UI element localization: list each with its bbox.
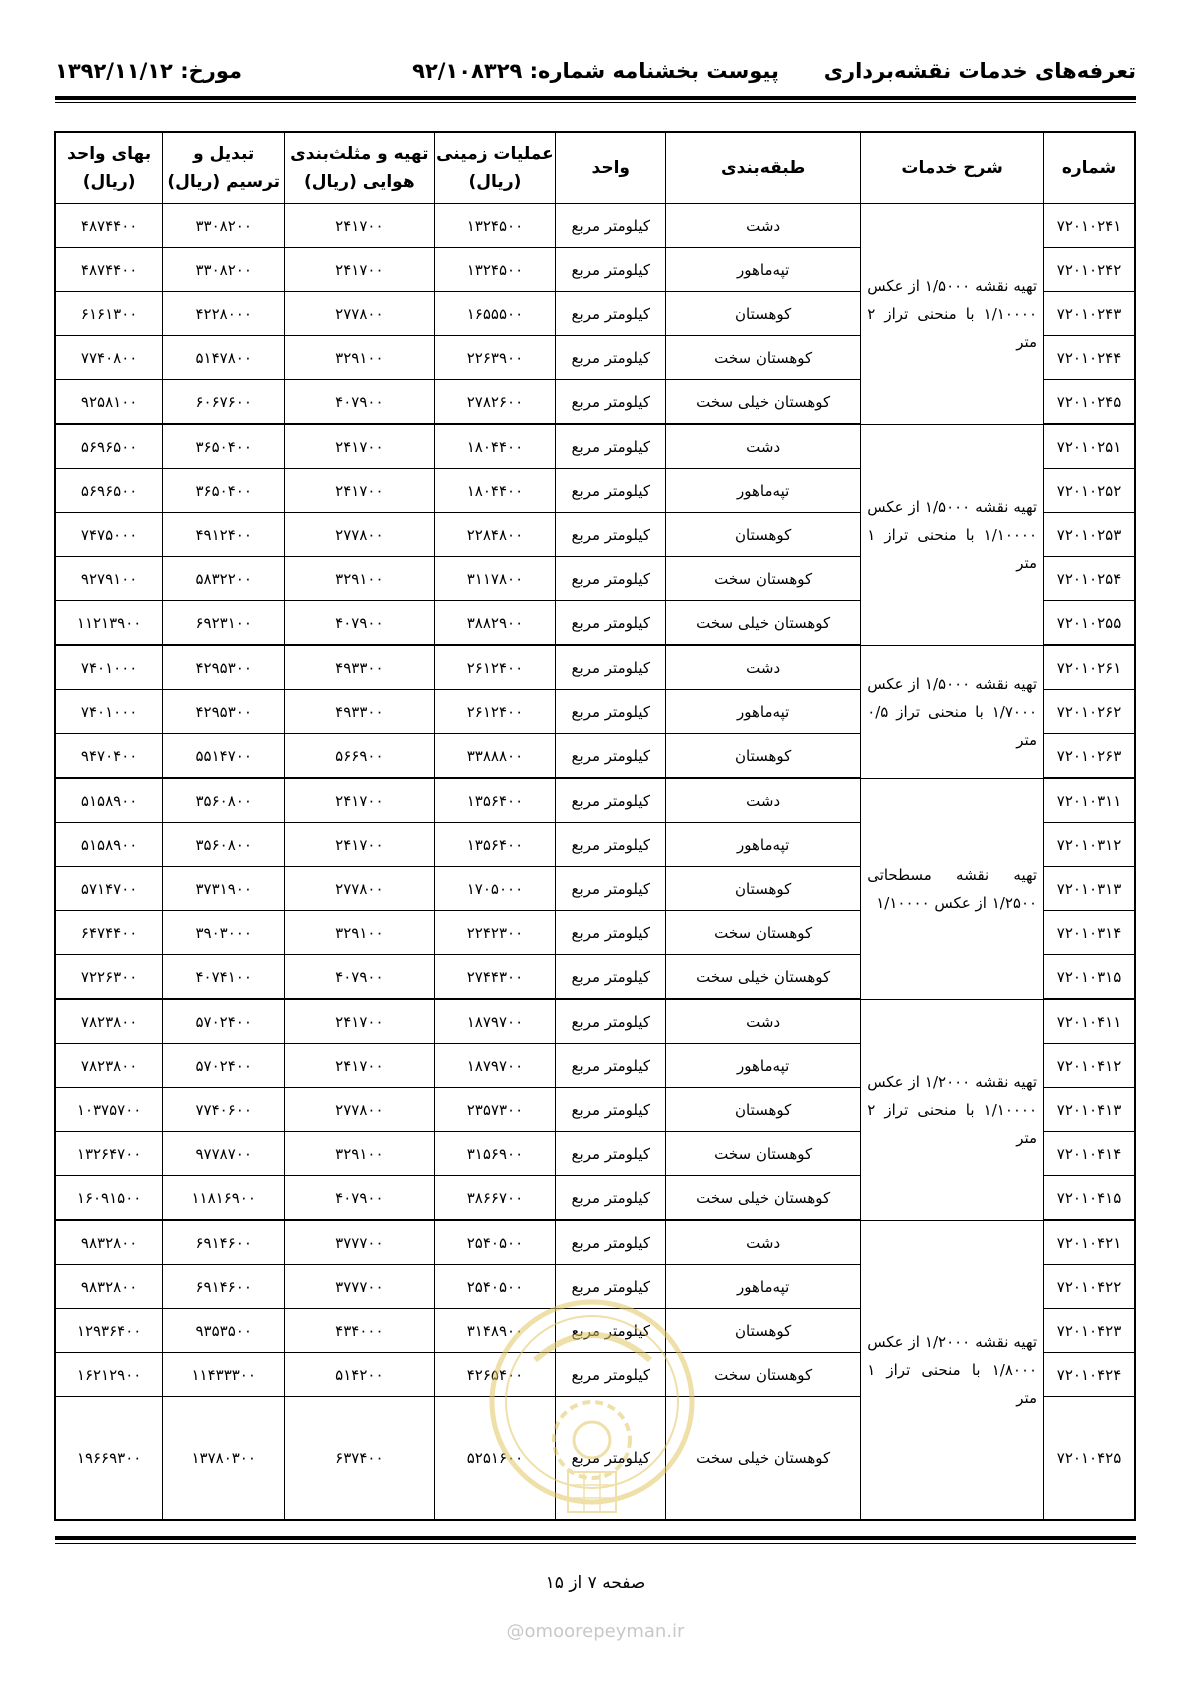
cell-classification: کوهستان <box>666 513 861 557</box>
cell-conversion: ۹۷۷۸۷۰۰ <box>163 1132 285 1176</box>
cell-number: ۷۲۰۱۰۲۵۱ <box>1044 424 1135 469</box>
cell-unit: کیلومتر مربع <box>556 380 666 425</box>
header-number: شماره <box>1044 132 1135 204</box>
cell-unit-price: ۱۶۰۹۱۵۰۰ <box>55 1176 163 1221</box>
cell-conversion: ۳۳۰۸۲۰۰ <box>163 248 285 292</box>
cell-ground-ops: ۱۸۷۹۷۰۰ <box>434 999 556 1044</box>
cell-number: ۷۲۰۱۰۳۱۲ <box>1044 823 1135 867</box>
cell-conversion: ۵۵۱۴۷۰۰ <box>163 734 285 779</box>
cell-description: تهیه نقشه ۱/۵۰۰۰ از عکس ۱/۱۰۰۰۰ با منحنی تراز ۲ متر <box>861 204 1044 425</box>
cell-classification: تپه‌ماهور <box>666 248 861 292</box>
cell-aerial: ۲۴۱۷۰۰ <box>285 248 434 292</box>
cell-ground-ops: ۱۷۰۵۰۰۰ <box>434 867 556 911</box>
cell-unit: کیلومتر مربع <box>556 424 666 469</box>
cell-aerial: ۲۷۷۸۰۰ <box>285 513 434 557</box>
cell-number: ۷۲۰۱۰۳۱۱ <box>1044 778 1135 823</box>
cell-number: ۷۲۰۱۰۳۱۳ <box>1044 867 1135 911</box>
cell-classification: کوهستان <box>666 867 861 911</box>
cell-aerial: ۴۰۷۹۰۰ <box>285 955 434 1000</box>
circular-number: پیوست بخشنامه شماره: ۹۲/۱۰۸۳۲۹ <box>412 59 779 83</box>
cell-number: ۷۲۰۱۰۲۶۳ <box>1044 734 1135 779</box>
cell-conversion: ۱۱۴۳۳۳۰۰ <box>163 1353 285 1397</box>
cell-number: ۷۲۰۱۰۲۶۱ <box>1044 645 1135 690</box>
cell-unit-price: ۱۹۶۶۹۳۰۰ <box>55 1397 163 1521</box>
cell-ground-ops: ۳۱۱۷۸۰۰ <box>434 557 556 601</box>
cell-number: ۷۲۰۱۰۴۲۵ <box>1044 1397 1135 1521</box>
cell-aerial: ۳۲۹۱۰۰ <box>285 336 434 380</box>
cell-classification: کوهستان <box>666 1309 861 1353</box>
cell-unit: کیلومتر مربع <box>556 469 666 513</box>
cell-unit: کیلومتر مربع <box>556 601 666 646</box>
cell-number: ۷۲۰۱۰۴۱۳ <box>1044 1088 1135 1132</box>
cell-aerial: ۲۴۱۷۰۰ <box>285 999 434 1044</box>
cell-conversion: ۶۰۶۷۶۰۰ <box>163 380 285 425</box>
cell-aerial: ۳۲۹۱۰۰ <box>285 1132 434 1176</box>
header-description: شرح خدمات <box>861 132 1044 204</box>
cell-classification: تپه‌ماهور <box>666 1265 861 1309</box>
table-row <box>55 1220 1135 1265</box>
cell-unit: کیلومتر مربع <box>556 1044 666 1088</box>
header-classification: طبقه‌بندی <box>666 132 861 204</box>
cell-aerial: ۴۰۷۹۰۰ <box>285 601 434 646</box>
cell-ground-ops: ۲۳۵۷۳۰۰ <box>434 1088 556 1132</box>
cell-unit: کیلومتر مربع <box>556 336 666 380</box>
cell-conversion: ۱۱۸۱۶۹۰۰ <box>163 1176 285 1221</box>
cell-number: ۷۲۰۱۰۲۴۲ <box>1044 248 1135 292</box>
cell-classification: کوهستان خیلی سخت <box>666 1397 861 1521</box>
cell-unit-price: ۹۴۷۰۴۰۰ <box>55 734 163 779</box>
cell-number: ۷۲۰۱۰۴۲۴ <box>1044 1353 1135 1397</box>
cell-unit: کیلومتر مربع <box>556 557 666 601</box>
cell-unit-price: ۵۱۵۸۹۰۰ <box>55 823 163 867</box>
cell-ground-ops: ۱۸۰۴۴۰۰ <box>434 469 556 513</box>
cell-conversion: ۴۰۷۴۱۰۰ <box>163 955 285 1000</box>
cell-conversion: ۶۹۱۴۶۰۰ <box>163 1265 285 1309</box>
document-date: مورخ: ۱۳۹۲/۱۱/۱۲ <box>55 59 242 83</box>
cell-ground-ops: ۱۸۷۹۷۰۰ <box>434 1044 556 1088</box>
cell-unit: کیلومتر مربع <box>556 911 666 955</box>
cell-classification: کوهستان خیلی سخت <box>666 380 861 425</box>
cell-ground-ops: ۳۱۴۸۹۰۰ <box>434 1309 556 1353</box>
cell-ground-ops: ۱۳۵۶۴۰۰ <box>434 778 556 823</box>
cell-unit: کیلومتر مربع <box>556 1132 666 1176</box>
cell-ground-ops: ۳۳۸۸۸۰۰ <box>434 734 556 779</box>
cell-conversion: ۳۶۵۰۴۰۰ <box>163 424 285 469</box>
seal-stamp-watermark <box>480 1290 705 1530</box>
footer-rule-thin <box>55 1543 1136 1544</box>
cell-unit: کیلومتر مربع <box>556 248 666 292</box>
cell-conversion: ۳۷۳۱۹۰۰ <box>163 867 285 911</box>
cell-ground-ops: ۲۷۴۴۳۰۰ <box>434 955 556 1000</box>
cell-unit-price: ۷۸۲۳۸۰۰ <box>55 999 163 1044</box>
table-header-row <box>55 132 1135 204</box>
cell-unit-price: ۱۱۲۱۳۹۰۰ <box>55 601 163 646</box>
header-aerial: تهیه و مثلث‌بندی هوایی (ریال) <box>285 132 434 204</box>
cell-number: ۷۲۰۱۰۲۵۲ <box>1044 469 1135 513</box>
cell-number: ۷۲۰۱۰۳۱۴ <box>1044 911 1135 955</box>
cell-number: ۷۲۰۱۰۳۱۵ <box>1044 955 1135 1000</box>
cell-classification: دشت <box>666 778 861 823</box>
cell-aerial: ۵۶۶۹۰۰ <box>285 734 434 779</box>
cell-aerial: ۲۴۱۷۰۰ <box>285 424 434 469</box>
cell-aerial: ۴۳۴۰۰۰ <box>285 1309 434 1353</box>
cell-classification: دشت <box>666 1220 861 1265</box>
cell-unit: کیلومتر مربع <box>556 513 666 557</box>
cell-number: ۷۲۰۱۰۴۱۲ <box>1044 1044 1135 1088</box>
cell-ground-ops: ۳۸۸۲۹۰۰ <box>434 601 556 646</box>
cell-aerial: ۴۹۳۳۰۰ <box>285 645 434 690</box>
page-header <box>55 55 1136 95</box>
cell-ground-ops: ۱۳۵۶۴۰۰ <box>434 823 556 867</box>
cell-description: تهیه نقشه ۱/۵۰۰۰ از عکس ۱/۷۰۰۰ با منحنی تراز ۰/۵ متر <box>861 645 1044 778</box>
cell-ground-ops: ۲۲۶۳۹۰۰ <box>434 336 556 380</box>
cell-unit: کیلومتر مربع <box>556 1176 666 1221</box>
table-row <box>55 778 1135 823</box>
cell-ground-ops: ۲۶۱۲۴۰۰ <box>434 645 556 690</box>
cell-classification: دشت <box>666 204 861 248</box>
cell-ground-ops: ۲۵۴۰۵۰۰ <box>434 1265 556 1309</box>
cell-number: ۷۲۰۱۰۲۵۴ <box>1044 557 1135 601</box>
cell-unit: کیلومتر مربع <box>556 867 666 911</box>
cell-conversion: ۵۷۰۲۴۰۰ <box>163 999 285 1044</box>
cell-ground-ops: ۱۸۰۴۴۰۰ <box>434 424 556 469</box>
cell-ground-ops: ۱۳۲۴۵۰۰ <box>434 248 556 292</box>
cell-aerial: ۲۷۷۸۰۰ <box>285 292 434 336</box>
cell-unit-price: ۵۶۹۶۵۰۰ <box>55 424 163 469</box>
cell-ground-ops: ۱۶۵۵۵۰۰ <box>434 292 556 336</box>
cell-unit-price: ۴۸۷۴۴۰۰ <box>55 204 163 248</box>
header-rule-thick <box>55 96 1136 100</box>
cell-aerial: ۶۳۷۴۰۰ <box>285 1397 434 1521</box>
cell-number: ۷۲۰۱۰۲۴۴ <box>1044 336 1135 380</box>
table-row <box>55 424 1135 469</box>
cell-unit: کیلومتر مربع <box>556 204 666 248</box>
cell-conversion: ۶۹۲۳۱۰۰ <box>163 601 285 646</box>
cell-conversion: ۴۲۹۵۳۰۰ <box>163 645 285 690</box>
cell-classification: تپه‌ماهور <box>666 823 861 867</box>
cell-unit: کیلومتر مربع <box>556 999 666 1044</box>
cell-number: ۷۲۰۱۰۴۲۳ <box>1044 1309 1135 1353</box>
cell-conversion: ۴۲۹۵۳۰۰ <box>163 690 285 734</box>
cell-conversion: ۱۳۷۸۰۳۰۰ <box>163 1397 285 1521</box>
cell-conversion: ۵۷۰۲۴۰۰ <box>163 1044 285 1088</box>
cell-unit: کیلومتر مربع <box>556 823 666 867</box>
cell-unit: کیلومتر مربع <box>556 778 666 823</box>
cell-aerial: ۴۰۷۹۰۰ <box>285 1176 434 1221</box>
cell-number: ۷۲۰۱۰۴۱۴ <box>1044 1132 1135 1176</box>
cell-unit: کیلومتر مربع <box>556 1220 666 1265</box>
page-number: صفحه ۷ از ۱۵ <box>545 1573 646 1593</box>
cell-description: تهیه نقشه ۱/۵۰۰۰ از عکس ۱/۱۰۰۰۰ با منحنی تراز ۱ متر <box>861 424 1044 645</box>
cell-unit-price: ۶۱۶۱۳۰۰ <box>55 292 163 336</box>
table-row <box>55 645 1135 690</box>
cell-aerial: ۲۴۱۷۰۰ <box>285 204 434 248</box>
cell-unit-price: ۷۴۰۱۰۰۰ <box>55 690 163 734</box>
cell-aerial: ۲۴۱۷۰۰ <box>285 469 434 513</box>
cell-unit: کیلومتر مربع <box>556 1309 666 1353</box>
cell-ground-ops: ۲۷۸۲۶۰۰ <box>434 380 556 425</box>
header-rule-thin <box>55 102 1136 103</box>
cell-unit: کیلومتر مربع <box>556 292 666 336</box>
watermark-text: @omoorepeyman.ir <box>506 1621 685 1642</box>
cell-unit-price: ۷۷۴۰۸۰۰ <box>55 336 163 380</box>
cell-aerial: ۲۴۱۷۰۰ <box>285 778 434 823</box>
cell-unit-price: ۹۸۳۲۸۰۰ <box>55 1220 163 1265</box>
cell-classification: کوهستان خیلی سخت <box>666 601 861 646</box>
cell-classification: کوهستان <box>666 734 861 779</box>
cell-classification: کوهستان <box>666 1088 861 1132</box>
cell-aerial: ۳۷۷۷۰۰ <box>285 1265 434 1309</box>
cell-conversion: ۳۳۰۸۲۰۰ <box>163 204 285 248</box>
cell-number: ۷۲۰۱۰۲۴۳ <box>1044 292 1135 336</box>
cell-ground-ops: ۵۲۵۱۶۰۰ <box>434 1397 556 1521</box>
cell-unit: کیلومتر مربع <box>556 690 666 734</box>
cell-aerial: ۴۰۷۹۰۰ <box>285 380 434 425</box>
cell-classification: کوهستان سخت <box>666 911 861 955</box>
header-ground-ops: عملیات زمینی (ریال) <box>434 132 556 204</box>
cell-unit: کیلومتر مربع <box>556 1397 666 1521</box>
cell-classification: کوهستان سخت <box>666 336 861 380</box>
cell-unit: کیلومتر مربع <box>556 1353 666 1397</box>
cell-conversion: ۵۸۳۲۲۰۰ <box>163 557 285 601</box>
cell-description: تهیه نقشه مسطحاتی ۱/۲۵۰۰ از عکس ۱/۱۰۰۰۰ <box>861 778 1044 999</box>
cell-unit-price: ۱۲۹۳۶۴۰۰ <box>55 1309 163 1353</box>
footer-rule-thick <box>55 1536 1136 1540</box>
cell-aerial: ۳۲۹۱۰۰ <box>285 557 434 601</box>
cell-unit-price: ۹۲۵۸۱۰۰ <box>55 380 163 425</box>
cell-classification: کوهستان خیلی سخت <box>666 1176 861 1221</box>
cell-aerial: ۲۷۷۸۰۰ <box>285 1088 434 1132</box>
cell-unit-price: ۷۸۲۳۸۰۰ <box>55 1044 163 1088</box>
cell-conversion: ۴۹۱۲۴۰۰ <box>163 513 285 557</box>
cell-unit-price: ۶۴۷۴۴۰۰ <box>55 911 163 955</box>
cell-number: ۷۲۰۱۰۲۵۵ <box>1044 601 1135 646</box>
cell-ground-ops: ۴۲۶۵۴۰۰ <box>434 1353 556 1397</box>
header-unit-price: بهای واحد (ریال) <box>55 132 163 204</box>
cell-classification: کوهستان خیلی سخت <box>666 955 861 1000</box>
table-row <box>55 999 1135 1044</box>
cell-conversion: ۴۲۲۸۰۰۰ <box>163 292 285 336</box>
cell-conversion: ۳۹۰۳۰۰۰ <box>163 911 285 955</box>
cell-unit-price: ۷۴۰۱۰۰۰ <box>55 645 163 690</box>
cell-classification: تپه‌ماهور <box>666 469 861 513</box>
cell-classification: کوهستان سخت <box>666 1132 861 1176</box>
cell-unit-price: ۵۱۵۸۹۰۰ <box>55 778 163 823</box>
cell-unit: کیلومتر مربع <box>556 1265 666 1309</box>
cell-unit-price: ۱۶۲۱۲۹۰۰ <box>55 1353 163 1397</box>
cell-conversion: ۳۵۶۰۸۰۰ <box>163 778 285 823</box>
cell-number: ۷۲۰۱۰۲۴۵ <box>1044 380 1135 425</box>
cell-unit-price: ۹۲۷۹۱۰۰ <box>55 557 163 601</box>
cell-ground-ops: ۲۵۴۰۵۰۰ <box>434 1220 556 1265</box>
cell-aerial: ۳۲۹۱۰۰ <box>285 911 434 955</box>
cell-number: ۷۲۰۱۰۴۱۱ <box>1044 999 1135 1044</box>
cell-aerial: ۲۴۱۷۰۰ <box>285 823 434 867</box>
header-unit: واحد <box>556 132 666 204</box>
cell-unit-price: ۷۴۷۵۰۰۰ <box>55 513 163 557</box>
cell-number: ۷۲۰۱۰۴۲۱ <box>1044 1220 1135 1265</box>
cell-unit: کیلومتر مربع <box>556 955 666 1000</box>
cell-ground-ops: ۳۱۵۶۹۰۰ <box>434 1132 556 1176</box>
cell-classification: تپه‌ماهور <box>666 1044 861 1088</box>
cell-aerial: ۴۹۳۳۰۰ <box>285 690 434 734</box>
cell-number: ۷۲۰۱۰۲۵۳ <box>1044 513 1135 557</box>
cell-conversion: ۳۵۶۰۸۰۰ <box>163 823 285 867</box>
cell-unit-price: ۹۸۳۲۸۰۰ <box>55 1265 163 1309</box>
cell-unit-price: ۵۷۱۴۷۰۰ <box>55 867 163 911</box>
cell-description: تهیه نقشه ۱/۲۰۰۰ از عکس ۱/۸۰۰۰ با منحنی تراز ۱ متر <box>861 1220 1044 1520</box>
cell-conversion: ۹۳۵۳۵۰۰ <box>163 1309 285 1353</box>
cell-unit: کیلومتر مربع <box>556 734 666 779</box>
cell-unit-price: ۱۰۳۷۵۷۰۰ <box>55 1088 163 1132</box>
cell-unit-price: ۷۲۲۶۳۰۰ <box>55 955 163 1000</box>
cell-conversion: ۶۹۱۴۶۰۰ <box>163 1220 285 1265</box>
cell-number: ۷۲۰۱۰۴۲۲ <box>1044 1265 1135 1309</box>
cell-unit-price: ۵۶۹۶۵۰۰ <box>55 469 163 513</box>
cell-description: تهیه نقشه ۱/۲۰۰۰ از عکس ۱/۱۰۰۰۰ با منحنی تراز ۲ متر <box>861 999 1044 1220</box>
table-row <box>55 204 1135 248</box>
cell-conversion: ۵۱۴۷۸۰۰ <box>163 336 285 380</box>
cell-number: ۷۲۰۱۰۲۴۱ <box>1044 204 1135 248</box>
cell-classification: دشت <box>666 424 861 469</box>
cell-aerial: ۲۴۱۷۰۰ <box>285 1044 434 1088</box>
cell-classification: دشت <box>666 999 861 1044</box>
cell-aerial: ۵۱۴۲۰۰ <box>285 1353 434 1397</box>
cell-ground-ops: ۲۶۱۲۴۰۰ <box>434 690 556 734</box>
header-conversion: تبدیل و ترسیم (ریال) <box>163 132 285 204</box>
document-title: تعرفه‌های خدمات نقشه‌برداری <box>823 59 1136 83</box>
cell-aerial: ۳۷۷۷۰۰ <box>285 1220 434 1265</box>
cell-conversion: ۷۷۴۰۶۰۰ <box>163 1088 285 1132</box>
cell-number: ۷۲۰۱۰۴۱۵ <box>1044 1176 1135 1221</box>
cell-classification: کوهستان <box>666 292 861 336</box>
cell-classification: کوهستان سخت <box>666 557 861 601</box>
cell-classification: تپه‌ماهور <box>666 690 861 734</box>
cell-unit: کیلومتر مربع <box>556 645 666 690</box>
cell-classification: کوهستان سخت <box>666 1353 861 1397</box>
cell-classification: دشت <box>666 645 861 690</box>
cell-ground-ops: ۳۸۶۶۷۰۰ <box>434 1176 556 1221</box>
cell-unit-price: ۴۸۷۴۴۰۰ <box>55 248 163 292</box>
cell-number: ۷۲۰۱۰۲۶۲ <box>1044 690 1135 734</box>
cell-ground-ops: ۲۲۸۴۸۰۰ <box>434 513 556 557</box>
cell-ground-ops: ۱۳۲۴۵۰۰ <box>434 204 556 248</box>
cell-unit-price: ۱۳۲۶۴۷۰۰ <box>55 1132 163 1176</box>
cell-aerial: ۲۷۷۸۰۰ <box>285 867 434 911</box>
cell-ground-ops: ۲۲۴۲۳۰۰ <box>434 911 556 955</box>
cell-conversion: ۳۶۵۰۴۰۰ <box>163 469 285 513</box>
cell-unit: کیلومتر مربع <box>556 1088 666 1132</box>
